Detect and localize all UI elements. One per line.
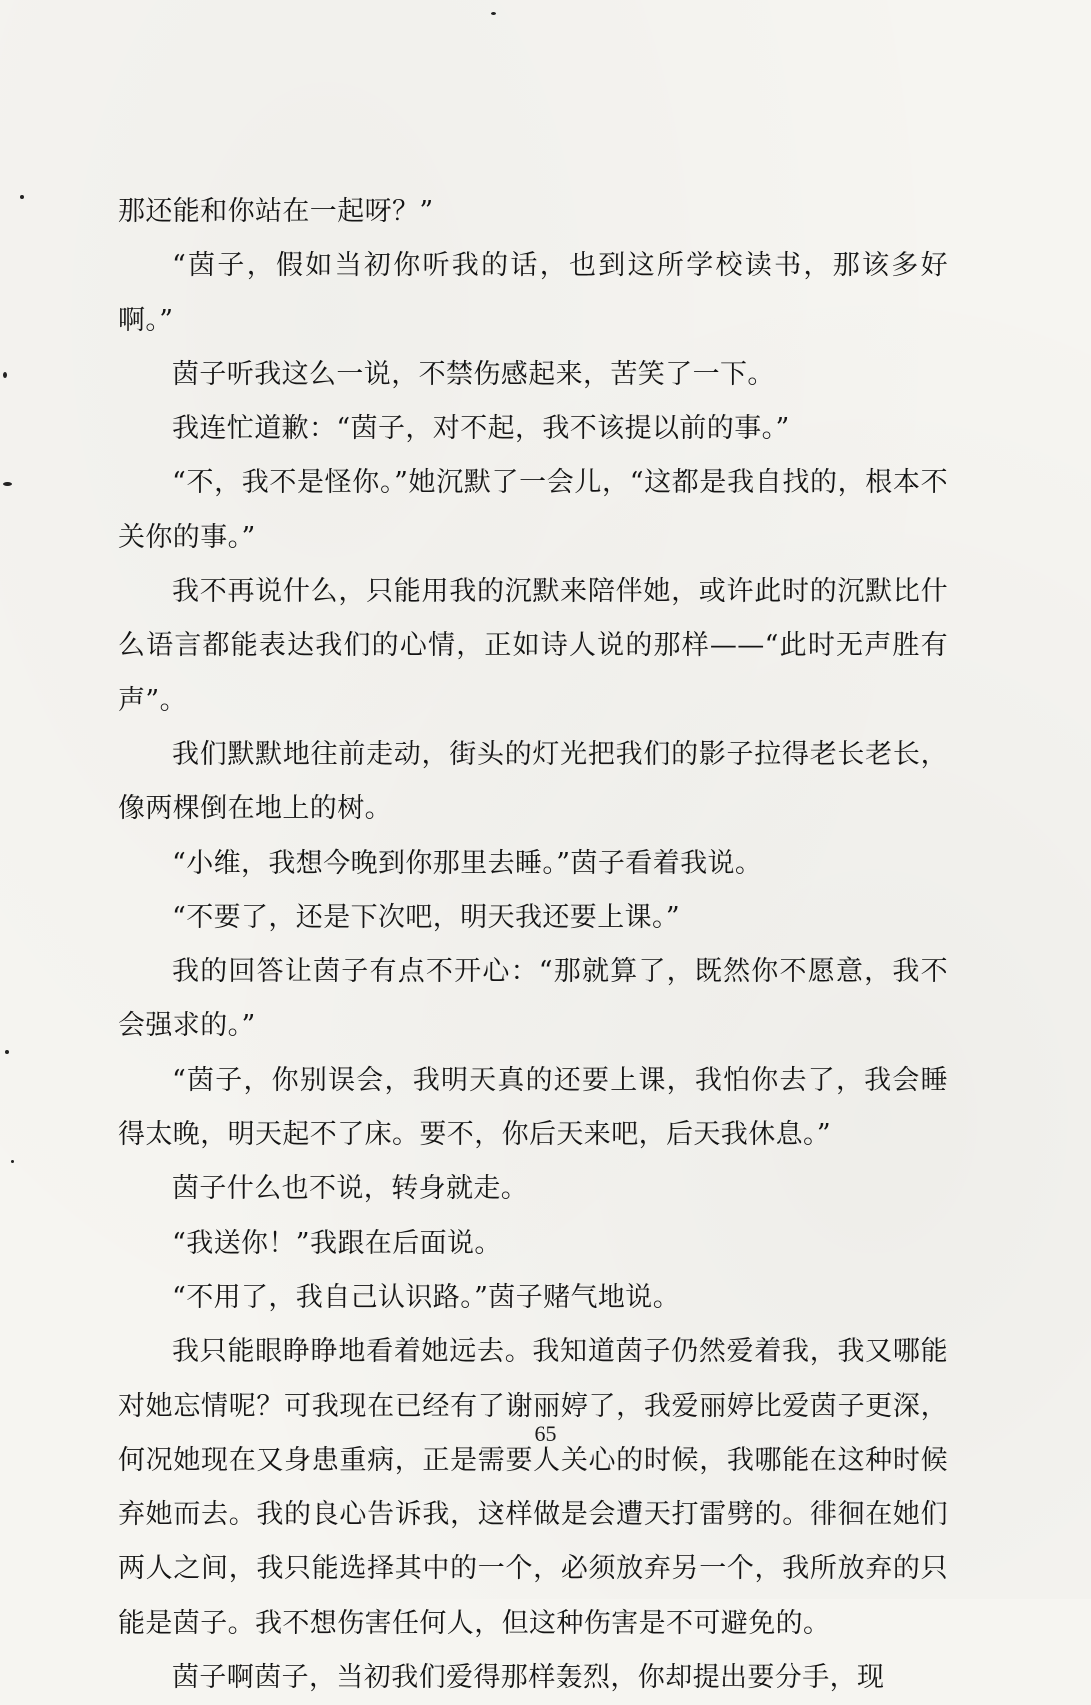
paragraph: “不要了，还是下次吧，明天我还要上课。”	[172, 901, 681, 933]
body-text	[118, 185, 948, 1705]
paragraph: 我不再说什么，只能用我的沉默来陪伴她，或许此时的沉默比什么语言都能表达我们的心情，正如诗人说的那样——“此时无声胜有声”。	[118, 576, 948, 716]
paragraph: “我送你！”我跟在后面说。	[172, 1227, 502, 1259]
paragraph: “茵子，你别误会，我明天真的还要上课，我怕你去了，我会睡得太晚，明天起不了床。要不，你后天来吧，后天我休息。”	[118, 1064, 948, 1151]
paragraph: 茵子啊茵子，当初我们爱得那样轰烈，你却提出要分手，现	[172, 1662, 885, 1694]
scan-speck	[5, 1050, 9, 1054]
paragraph: 我只能眼睁睁地看着她远去。我知道茵子仍然爱着我，我又哪能对她忘情呢？可我现在已经有了谢丽婷了，我爱丽婷比爱茵子更深，何况她现在又身患重病，正是需要人关心的时候，我哪能在这种时候弃她而去。我的良心告诉我，这样做是会遭天打雷劈的。徘徊在她们两人之间，我只能选择其中的一个，必须放弃另一个，我所放弃的只能是茵子。我不想伤害任何人，但这种伤害是不可避免的。	[118, 1336, 948, 1639]
paragraph: “不，我不是怪你。”她沉默了一会儿，“这都是我自找的，根本不关你的事。”	[118, 467, 948, 553]
paragraph: “不用了，我自己认识路。”茵子赌气地说。	[172, 1281, 681, 1313]
page-number: 65	[534, 1421, 557, 1446]
paragraph: “小维，我想今晚到你那里去睡。”茵子看着我说。	[172, 847, 763, 879]
paragraph: 我的回答让茵子有点不开心：“那就算了，既然你不愿意，我不会强求的。”	[118, 956, 948, 1042]
scan-speck	[491, 12, 496, 15]
paragraph: 我们默默地往前走动，街头的灯光把我们的影子拉得老长老长，像两棵倒在地上的树。	[118, 738, 948, 825]
scan-speck	[3, 482, 12, 486]
scan-speck	[20, 195, 24, 199]
scan-speck	[11, 1160, 14, 1163]
scan-speck	[3, 372, 7, 378]
paragraph: 茵子听我这么一说，不禁伤感起来，苦笑了一下。	[172, 358, 775, 390]
paragraph: “茵子，假如当初你听我的话，也到这所学校读书，那该多好啊。”	[118, 250, 948, 336]
paragraph: 茵子什么也不说，转身就走。	[172, 1173, 529, 1205]
paragraph: 那还能和你站在一起呀？”	[118, 196, 434, 227]
paragraph: 我连忙道歉：“茵子，对不起，我不该提以前的事。”	[172, 413, 790, 445]
